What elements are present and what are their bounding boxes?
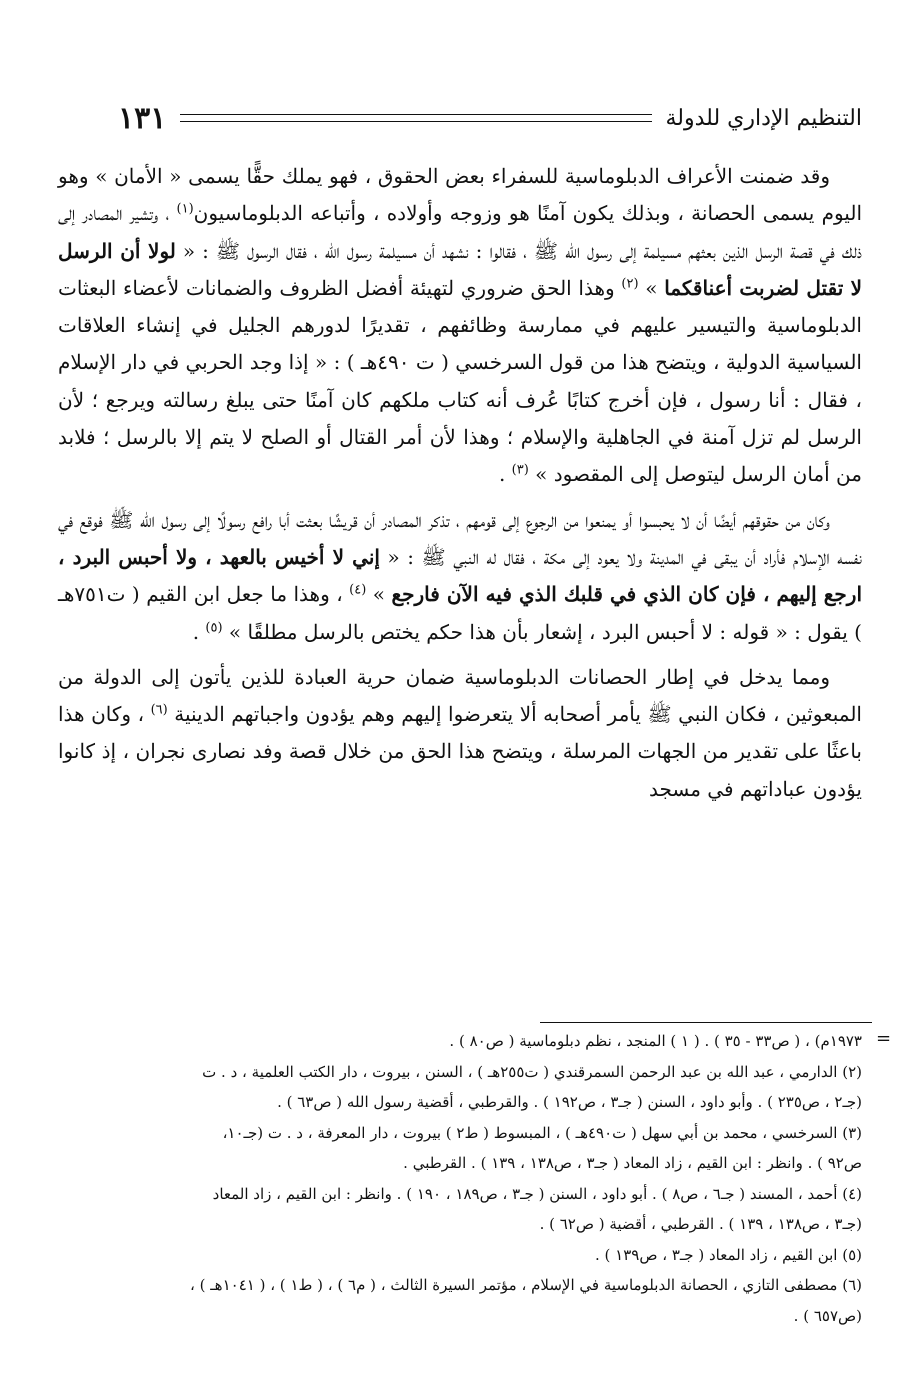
p2-text-c: ، وهذا ما جعل ابن القيم ( ت٧٥١هـ ) يقول : « قوله : لا أحبس البرد ، إشعار بأن هذا حكم يختص بالرسل مطلقًا » <box>58 582 862 644</box>
p1-text-a: وقد ضمنت الأعراف الدبلوماسية للسفراء بعض الحقوق ، فهو يملك حقًّا يسمى « الأمان » وهو اليوم يسمى الحصانة ، وبذلك يكون آمنًا هو وزوجه وأولاده ، وأتباعه الدبلوماسيون <box>58 164 862 226</box>
p1-text-d: وهذا الحق ضروري لتهيئة أفضل الظروف والضمانات لأعضاء البعثات الدبلوماسية والتيسير عليهم في ممارسة وظائفهم ، تقديرًا لدورهم الجليل في إنشاء العلاقات السياسية الدولية ، ويتضح هذا من قول السرخسي ( ت ٤٩٠هـ ) : « إذا وجد الحربي في دار الإسلام ، فقال : أنا رسول ، فإن أخرج كتابًا عُرف أنه كتاب ملكهم كان آمنًا حتى يبلغ رسالته ويرجع ؛ لأن الرسل لم تزل آمنة في الجاهلية والإسلام ؛ وهذا لأن أمر القتال أو الصلح لا يتم إلا بالرسل ؛ فلابد من أمان الرسل ليتوصل إلى المقصود » <box>58 275 862 487</box>
footnote-line: ١٩٧٣م) ، ( ص٣٣ - ٣٥ ) . ( ١ ) المنجد ، نظم دبلوماسية ( ص٨٠ ) . <box>449 1032 862 1050</box>
footnote-line: (٢) الدارمي ، عبد الله بن عبد الرحمن السمرقندي ( ت٢٥٥هـ ) ، السنن ، بيروت ، دار الكتب العلمية ، د . ت <box>202 1062 862 1081</box>
p2-text-d: . <box>192 619 206 644</box>
footnote-ref-2: (٢) <box>621 276 639 292</box>
footnote-line: (جـ٣ ، ص١٣٨ ، ١٣٩ ) . القرطبي ، أقضية ( ص٦٢ ) . <box>539 1215 862 1233</box>
footnote-line: ص٩٢ ) . وانظر : ابن القيم ، زاد المعاد ( جـ٣ ، ص١٣٨ ، ١٣٩ ) . القرطبي . <box>403 1154 862 1172</box>
header-title: التنظيم الإداري للدولة <box>665 105 862 131</box>
footnote-ref-4: (٤) <box>349 582 367 598</box>
footnote-separator <box>540 1022 872 1023</box>
footnote-line: (ص٦٥٧ ) . <box>793 1306 862 1325</box>
paragraph-2 <box>58 502 862 651</box>
footnotes <box>58 1026 862 1331</box>
p1-text-e: . <box>498 462 512 487</box>
p3-text-b: ، وكان هذا باعثًا على تقدير من الجهات المرسلة ، ويتضح هذا الحق من خلال قصة وفد نصارى نجران ، إذ كانوا يؤدون عباداتهم في مسجد <box>58 702 862 801</box>
footnote-ref-1: (١) <box>176 201 194 217</box>
paragraph-3 <box>58 659 862 808</box>
footnote-ref-5: (٥) <box>205 619 223 635</box>
footnote-line: (٦) مصطفى التازي ، الحصانة الدبلوماسية في الإسلام ، مؤتمر السيرة الثالث ، ( م٦ ) ، ( ط١ ) ، ( ١٠٤١هـ ) ، <box>190 1276 862 1294</box>
paragraph-1 <box>58 158 862 494</box>
footnote-ref-6: (٦) <box>150 702 168 718</box>
p2-text-b: » <box>366 582 392 607</box>
p1-text-c: » <box>638 275 665 300</box>
p3-text-a: ومما يدخل في إطار الحصانات الدبلوماسية ضمان حرية العبادة للذين يأتون إلى الدولة من المبعوثين ، فكان النبي ﷺ يأمر أصحابه ألا يتعرضوا إليهم وهم يؤدون واجباتهم الدينية <box>58 664 862 727</box>
footnote-line: (٣) السرخسي ، محمد بن أبي سهل ( ت٤٩٠هـ ) ، المبسوط ( ط٢ ) بيروت ، دار المعرفة ، د . ت (جـ١٠، <box>222 1123 862 1142</box>
footnote-ref-3: (٣) <box>511 462 529 478</box>
footnote-line: (جـ٢ ، ص٢٣٥ ) . وأبو داود ، السنن ( جـ٣ ، ص١٩٢ ) . والقرطبي ، أقضية رسول الله ( ص٦٣ ) . <box>277 1093 862 1111</box>
page-number: ١٣١ <box>118 100 167 136</box>
p2-hadith-quote: إني لا أخيس بالعهد ، ولا أحبس البرد ، ارجع إليهم ، فإن كان الذي في قلبك الذي فيه الآن فارجع <box>58 544 862 607</box>
footnote-continuation-mark: = <box>876 1028 892 1049</box>
main-text <box>58 158 862 816</box>
footnote-line: (٥) ابن القيم ، زاد المعاد ( جـ٣ ، ص١٣٩ ) . <box>595 1245 862 1264</box>
running-header <box>118 96 862 140</box>
p1-hadith-quote: لولا أن الرسل لا تقتل لضربت أعناقكما <box>58 238 863 300</box>
footnote-line: (٤) أحمد ، المسند ( جـ٦ ، ص٨ ) . أبو داود ، السنن ( جـ٣ ، ص١٨٩ ، ١٩٠ ) . وانظر : ابن القيم ، زاد المعاد <box>212 1184 862 1203</box>
p2-text-a: وكان من حقوقهم أيضًا أن لا يحبسوا أو يمنعوا من الرجوع إلى قومهم ، تذكر المصادر أن قريشًا بعثت أبا رافع رسولًا إلى رسول الله ﷺ فوقع في نفسه الإسلام فأراد أن يبقى في المدينة ولا يعود إلى مكة ، فقال له النبي ﷺ : « <box>58 507 863 569</box>
header-rule <box>180 114 651 122</box>
p1-text-b: ، وتشير المصادر إلى ذلك في قصة الرسل الذين بعثهم مسيلمة إلى رسول الله ﷺ ، فقالوا : نشهد أن مسيلمة رسول الله ، فقال الرسول ﷺ : « <box>58 201 862 263</box>
